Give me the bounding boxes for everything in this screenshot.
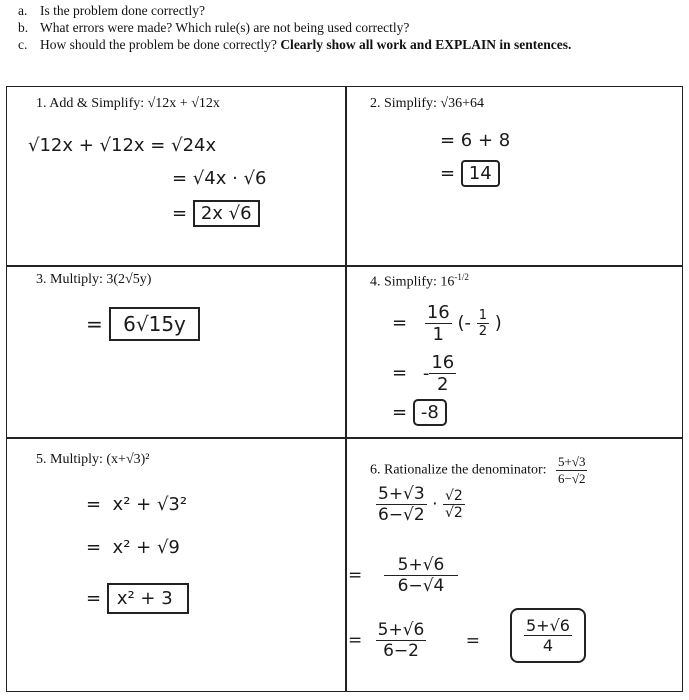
- numerator: 5+√3: [558, 454, 586, 469]
- instruction-text: Is the problem done correctly?: [40, 3, 205, 18]
- equals-sign: =: [392, 312, 408, 334]
- equals-sign: =: [392, 402, 408, 423]
- denominator: 4: [542, 636, 554, 655]
- minus-sign: -: [422, 362, 430, 384]
- denominator: 6−√2: [558, 471, 586, 486]
- equals-sign: =: [348, 565, 363, 586]
- problem-4-exponent: -1/2: [454, 272, 469, 282]
- problem-2-prompt: 2. Simplify: √36+64: [370, 96, 484, 111]
- equals-sign: =: [465, 630, 481, 651]
- numerator: 5+√6: [526, 616, 570, 635]
- problem-2-answer-box: 14: [461, 160, 500, 187]
- problem-6-step2: [348, 555, 458, 596]
- fraction: [556, 454, 587, 487]
- equals-sign: =: [172, 203, 188, 224]
- fraction: [524, 616, 572, 655]
- problem-6-prompt-text: 6. Rationalize the denominator:: [370, 462, 547, 478]
- instruction-tag: c.: [18, 37, 28, 52]
- problem-1-answer-box: 2x √6: [193, 200, 260, 227]
- fraction: [443, 488, 465, 521]
- problem-5-step1-expr: x² + √3²: [112, 494, 188, 515]
- paren-open: (-: [457, 312, 471, 334]
- grid-divider-vertical: [345, 86, 347, 692]
- problem-4-prompt: [370, 272, 469, 291]
- fraction: [376, 484, 427, 525]
- problem-4-step2: [392, 352, 456, 395]
- problem-1-prompt: 1. Add & Simplify: √12x + √12x: [36, 96, 220, 111]
- equals-sign: =: [86, 588, 102, 609]
- problem-6-answer-box: [510, 608, 586, 663]
- denominator: 6−√2: [378, 505, 425, 525]
- problem-6-step3: [348, 620, 480, 661]
- problem-5-step2-expr: x² + √9: [112, 537, 180, 558]
- numerator: 1: [478, 308, 488, 323]
- problem-5-prompt: 5. Multiply: (x+√3)²: [36, 452, 150, 467]
- fraction: [425, 302, 452, 345]
- equals-sign: =: [86, 312, 103, 336]
- denominator: 2: [478, 324, 488, 339]
- numerator: √2: [444, 488, 463, 504]
- denominator: √2: [444, 505, 463, 521]
- equals-sign: =: [86, 494, 102, 515]
- fraction: [376, 620, 427, 661]
- equals-sign: =: [392, 362, 408, 384]
- numerator: 5+√6: [377, 620, 425, 640]
- grid-divider-row1: [6, 265, 683, 267]
- problem-3-answer-box: 6√15y: [109, 307, 200, 341]
- problem-4-step3: [392, 402, 447, 423]
- instruction-bold: Clearly show all work and EXPLAIN in sentences.: [280, 37, 572, 52]
- problem-4-prompt-text: 4. Simplify: 16: [370, 274, 455, 290]
- problem-6-step1: [376, 484, 465, 525]
- denominator: 1: [432, 324, 444, 345]
- instruction-a: [18, 2, 205, 19]
- grid-divider-row2: [6, 437, 683, 439]
- problem-2-step1: = 6 + 8: [440, 130, 511, 151]
- problem-3-prompt: 3. Multiply: 3(2√5y): [36, 272, 152, 287]
- equals-sign: =: [440, 163, 456, 184]
- equals-sign: =: [86, 537, 102, 558]
- problem-5-step2: [86, 537, 180, 558]
- problem-5-answer-box: x² + 3: [107, 583, 189, 614]
- numerator: 5+√6: [384, 555, 459, 576]
- denominator: 2: [437, 374, 449, 395]
- instruction-c: [18, 36, 571, 53]
- instruction-text: How should the problem be done correctly?: [40, 37, 281, 52]
- instruction-tag: a.: [18, 3, 28, 18]
- denominator: 6−√4: [397, 576, 445, 596]
- problem-4-step1: [392, 302, 502, 345]
- numerator: 16: [431, 352, 455, 373]
- problem-1-step2: = √4x · √6: [172, 168, 267, 189]
- dot-sign: ·: [432, 494, 438, 515]
- numerator: 16: [426, 302, 450, 323]
- problem-5-step3: [86, 588, 189, 609]
- numerator: 5+√3: [378, 484, 425, 504]
- instruction-text: What errors were made? Which rule(s) are not being used correctly?: [40, 20, 410, 35]
- problem-3-step1: [86, 312, 200, 336]
- problem-2-step2: [440, 163, 500, 184]
- problem-6-prompt: [370, 454, 587, 487]
- instruction-b: [18, 19, 409, 36]
- problem-5-step1: [86, 494, 187, 515]
- fraction: [384, 555, 459, 596]
- paren-close: ): [494, 312, 502, 334]
- fraction: [429, 352, 456, 395]
- problem-1-step1: √12x + √12x = √24x: [28, 135, 217, 156]
- fraction: [477, 308, 489, 339]
- instruction-tag: b.: [18, 20, 29, 35]
- problem-4-answer-box: -8: [413, 399, 447, 426]
- denominator: 6−2: [383, 641, 419, 661]
- equals-sign: =: [348, 630, 363, 651]
- problem-1-step3: [172, 203, 260, 224]
